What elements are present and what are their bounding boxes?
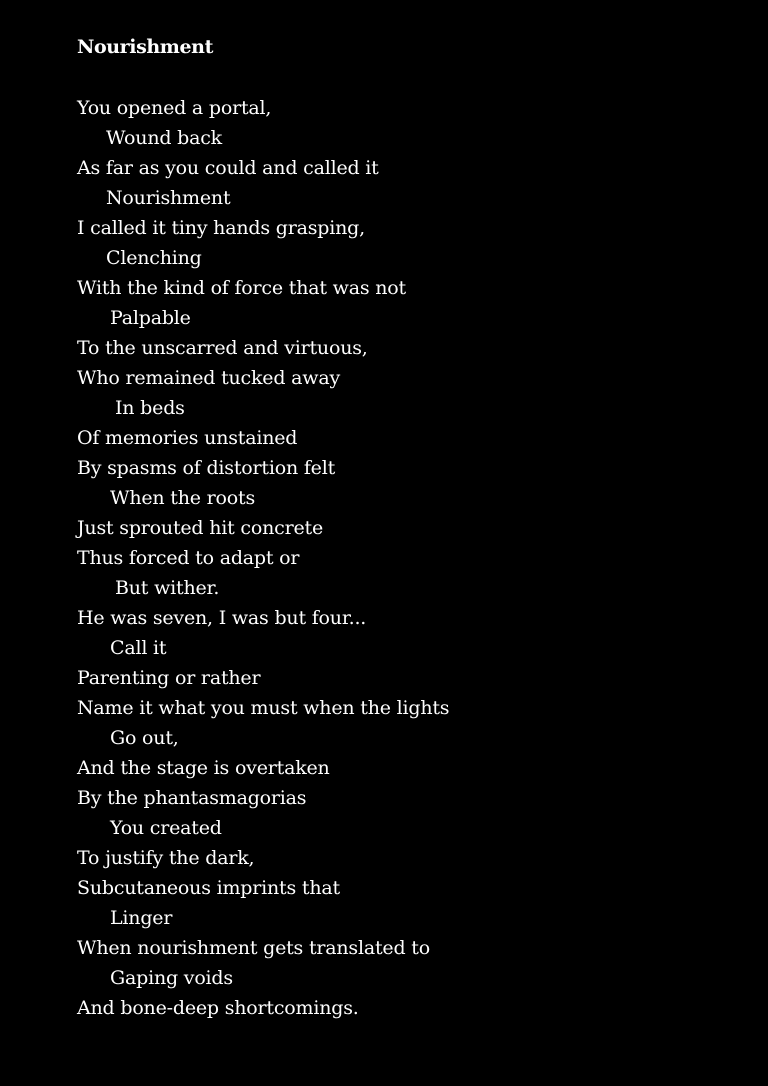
poem-title: Nourishment bbox=[77, 36, 213, 58]
poem-line: To the unscarred and virtuous, bbox=[77, 337, 368, 359]
poem-line: Gaping voids bbox=[110, 967, 233, 989]
poem-line: Wound back bbox=[106, 127, 222, 149]
poem-line: And the stage is overtaken bbox=[77, 757, 330, 779]
poem-line: Nourishment bbox=[106, 187, 231, 209]
poem-line: Who remained tucked away bbox=[77, 367, 340, 389]
poem-line: Of memories unstained bbox=[77, 427, 298, 449]
poem-line: Name it what you must when the lights bbox=[77, 697, 450, 719]
poem-line: And bone-deep shortcomings. bbox=[77, 997, 359, 1019]
poem-line: But wither. bbox=[115, 577, 220, 599]
poem-line: Palpable bbox=[110, 307, 191, 329]
poem-line: When nourishment gets translated to bbox=[77, 937, 430, 959]
poem-line: By the phantasmagorias bbox=[77, 787, 307, 809]
poem-line: With the kind of force that was not bbox=[77, 277, 406, 299]
poem-line: You created bbox=[110, 817, 222, 839]
poem-line: Thus forced to adapt or bbox=[77, 547, 300, 569]
poem-line: When the roots bbox=[110, 487, 255, 509]
poem-line: Linger bbox=[110, 907, 173, 929]
poem-line: You opened a portal, bbox=[77, 97, 272, 119]
poem-line: I called it tiny hands grasping, bbox=[77, 217, 365, 239]
poem-line: Call it bbox=[110, 637, 167, 659]
poem-body bbox=[77, 93, 717, 1023]
poem-line: Subcutaneous imprints that bbox=[77, 877, 340, 899]
poem-line: He was seven, I was but four... bbox=[77, 607, 367, 629]
poem-line: In beds bbox=[115, 397, 185, 419]
poem-line: By spasms of distortion felt bbox=[77, 457, 336, 479]
poem-line: Parenting or rather bbox=[77, 667, 261, 689]
poem-line: To justify the dark, bbox=[77, 847, 255, 869]
poem-line: As far as you could and called it bbox=[77, 157, 379, 179]
poem-line: Clenching bbox=[106, 247, 202, 269]
poem-line: Just sprouted hit concrete bbox=[77, 517, 323, 539]
poem-line: Go out, bbox=[110, 727, 179, 749]
